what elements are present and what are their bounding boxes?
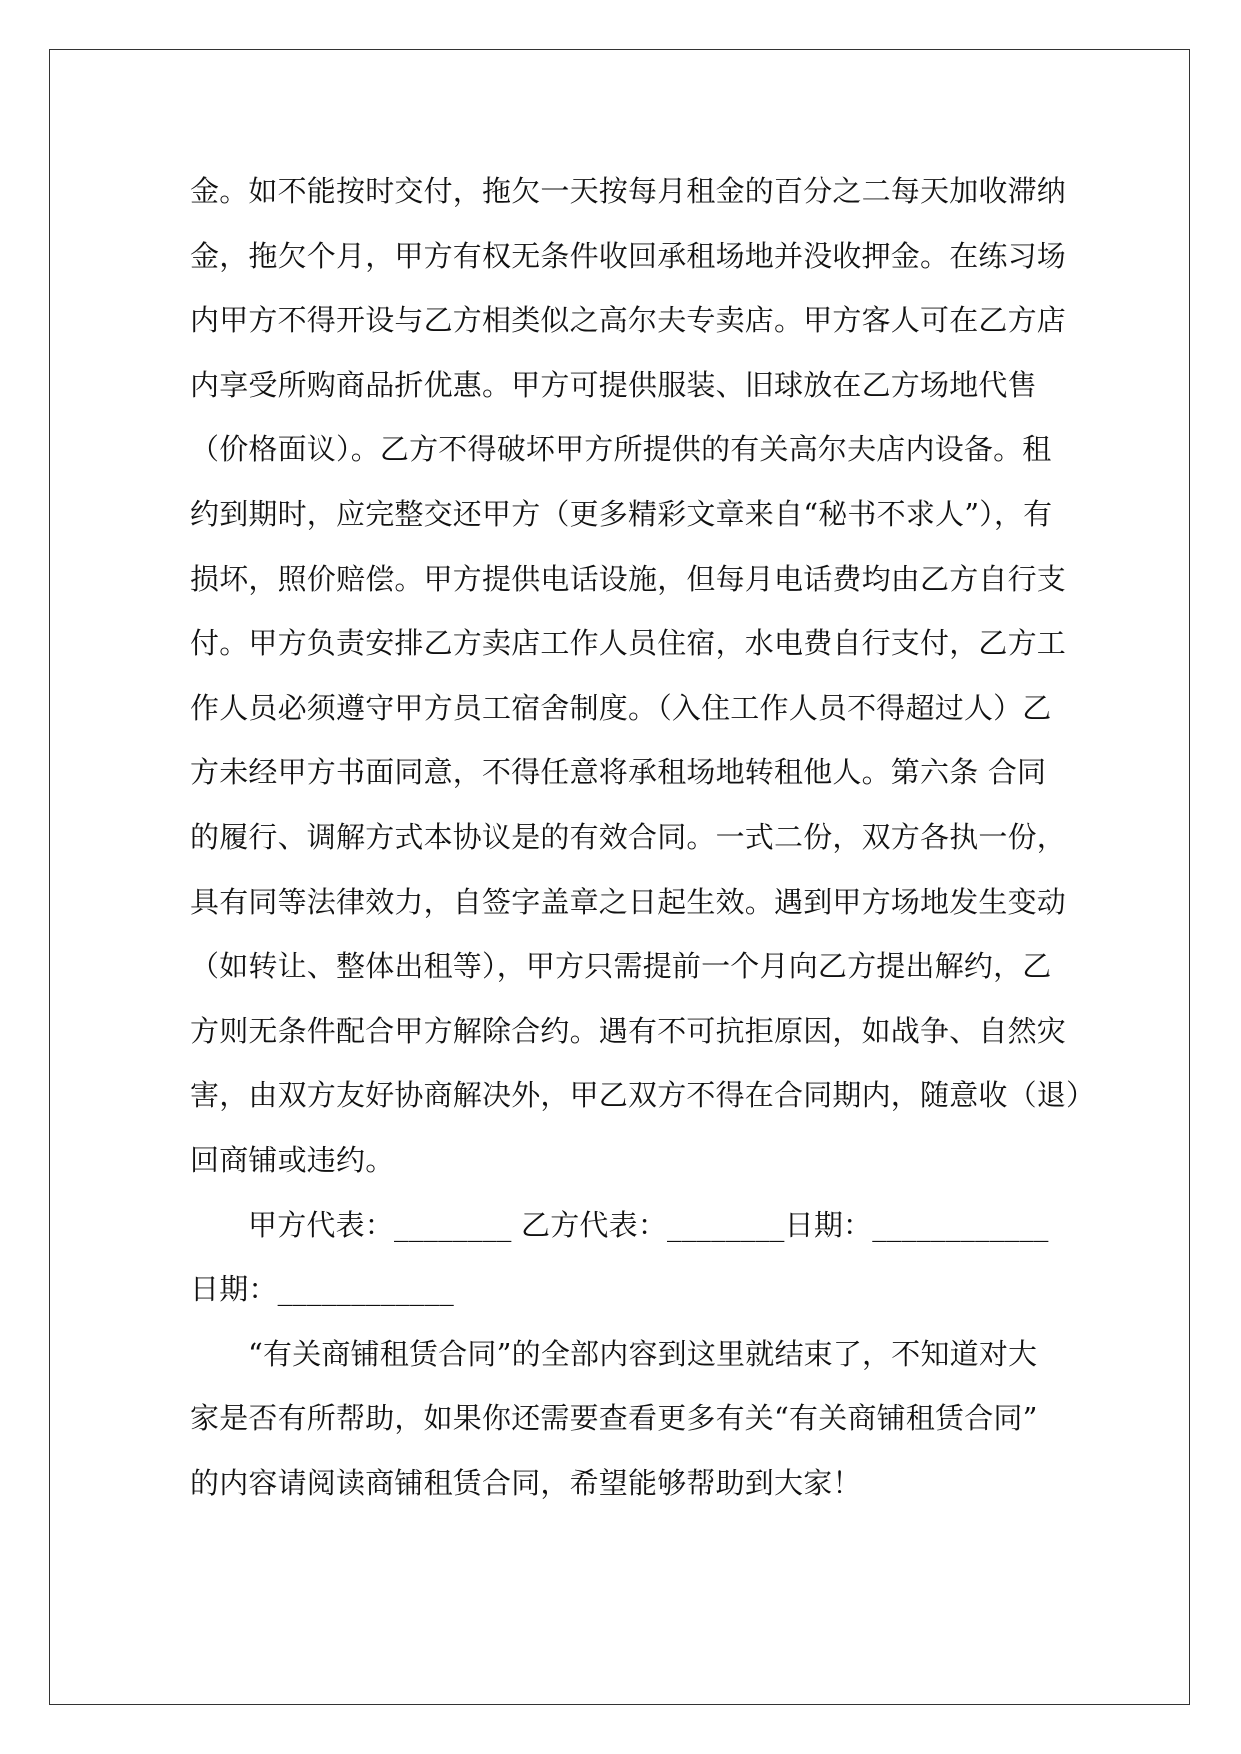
- date-line: 日期：____________: [190, 1272, 455, 1307]
- text-line: 金，拖欠个月，甲方有权无条件收回承租场地并没收押金。在练习场: [190, 238, 1067, 273]
- text-line: 的履行、调解方式本协议是的有效合同。一式二份，双方各执一份，: [190, 819, 1067, 854]
- text-line: 具有同等法律效力，自签字盖章之日起生效。遇到甲方场地发生变动: [190, 884, 1067, 919]
- text-line: 害，由双方友好协商解决外，甲乙双方不得在合同期内，随意收（退）: [190, 1078, 1096, 1113]
- signature-line: 甲方代表：________ 乙方代表：________日期：____________: [248, 1207, 1049, 1242]
- text-line: 内甲方不得开设与乙方相类似之高尔夫专卖店。甲方客人可在乙方店: [190, 303, 1067, 338]
- document-body: [190, 159, 1096, 1515]
- text-line: 付。甲方负责安排乙方卖店工作人员住宿，水电费自行支付，乙方工: [190, 626, 1067, 661]
- closing-line: 家是否有所帮助，如果你还需要查看更多有关“有关商铺租赁合同”: [190, 1401, 1038, 1436]
- text-line: 作人员必须遵守甲方员工宿舍制度。（入住工作人员不得超过人）乙: [190, 690, 1052, 725]
- text-line: 方则无条件配合甲方解除合约。遇有不可抗拒原因，如战争、自然灾: [190, 1013, 1067, 1048]
- closing-line: “有关商铺租赁合同”的全部内容到这里就结束了，不知道对大: [248, 1336, 1038, 1371]
- text-line: 损坏，照价赔偿。甲方提供电话设施，但每月电话费均由乙方自行支: [190, 561, 1067, 596]
- text-line: （如转让、整体出租等），甲方只需提前一个月向乙方提出解约，乙: [190, 949, 1052, 984]
- text-line: 金。如不能按时交付，拖欠一天按每月租金的百分之二每天加收滞纳: [190, 174, 1067, 208]
- text-line: 回商铺或违约。: [190, 1142, 395, 1177]
- text-line: 内享受所购商品折优惠。甲方可提供服装、旧球放在乙方场地代售: [190, 367, 1037, 402]
- closing-line: 的内容请阅读商铺租赁合同，希望能够帮助到大家！: [190, 1465, 862, 1500]
- text-line: 约到期时，应完整交还甲方（更多精彩文章来自“秘书不求人”），有: [190, 496, 1053, 531]
- text-line: （价格面议）。乙方不得破坏甲方所提供的有关高尔夫店内设备。租: [190, 432, 1052, 467]
- text-line: 方未经甲方书面同意，不得任意将承租场地转租他人。第六条 合同: [190, 755, 1047, 790]
